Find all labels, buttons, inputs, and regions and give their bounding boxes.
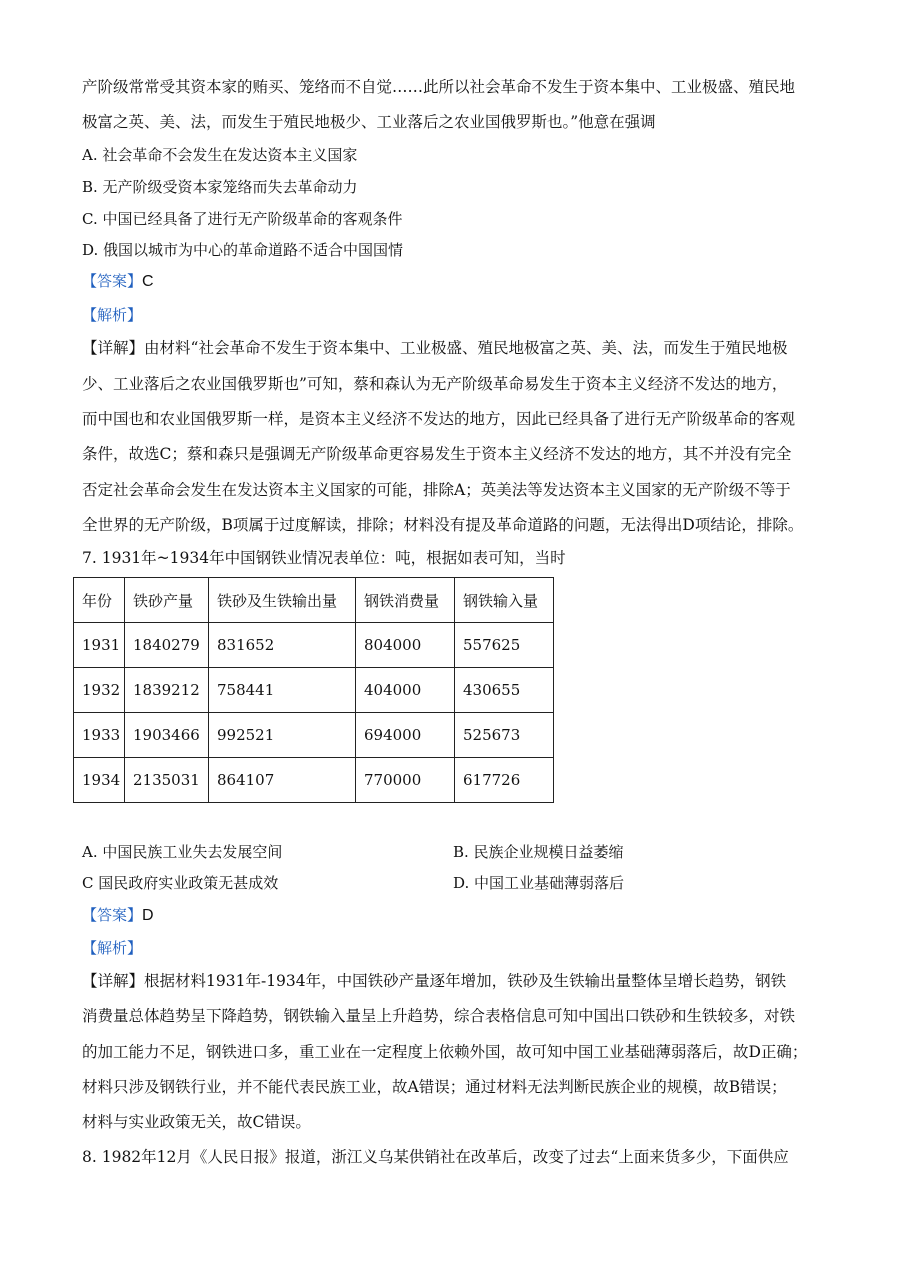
q6-answer-row [82, 271, 154, 292]
q6-option-a: A. 社会革命不会发生在发达资本主义国家 [82, 146, 358, 164]
table-row [74, 623, 554, 668]
q6-stem-line2: 极富之英、美、法，而发生于殖民地极少、工业落后之农业国俄罗斯也。”他意在强调 [82, 113, 656, 131]
q7-analysis-tag [82, 938, 142, 958]
table-header-cell: 铁砂产量 [125, 578, 209, 623]
table-header-row [74, 578, 554, 623]
q6-option-b: B. 无产阶级受资本家笼络而失去革命动力 [82, 178, 358, 196]
q7-detail-text1: 根据材料1931年-1934年，中国铁砂产量逐年增加，铁砂及生铁输出量整体呈增长趋势，钢铁 [144, 972, 787, 990]
q6-detail-text1: 由材料“社会革命不发生于资本集中、工业极盛、殖民地极富之英、美、法，而发生于殖民地极 [144, 339, 788, 357]
q6-analysis-tag [82, 305, 142, 325]
table-cell: 1932 [74, 668, 125, 713]
q6-detail-line3: 而中国也和农业国俄罗斯一样，是资本主义经济不发达的地方，因此已经具备了进行无产阶级革命的客观 [82, 410, 796, 428]
table-cell: 2135031 [125, 758, 209, 803]
table-header-cell: 钢铁输入量 [455, 578, 554, 623]
table-cell: 1933 [74, 713, 125, 758]
q7-answer-tag: 【答案】 [82, 906, 143, 924]
q6-answer-tag: 【答案】 [82, 272, 143, 290]
q7-answer-value: D [142, 907, 154, 924]
q6-detail-line1 [82, 338, 829, 358]
q8-stem: 8. 1982年12月《人民日报》报道，浙江义乌某供销社在改革后，改变了过去“上面来货多少，下面供应 [82, 1148, 789, 1166]
table-cell: 831652 [209, 623, 356, 668]
table-cell: 1839212 [125, 668, 209, 713]
table-row [74, 758, 554, 803]
table-cell: 758441 [209, 668, 356, 713]
q7-stem: 7. 1931年~1934年中国钢铁业情况表单位：吨，根据如表可知，当时 [82, 549, 566, 567]
table-cell: 525673 [455, 713, 554, 758]
table-row [74, 713, 554, 758]
table-cell: 1931 [74, 623, 125, 668]
table-cell: 1934 [74, 758, 125, 803]
q6-analysis-label: 【解析】 [82, 306, 143, 324]
q7-option-a: A. 中国民族工业失去发展空间 [82, 843, 283, 861]
q6-stem-line1: 产阶级常常受其资本家的贿买、笼络而不自觉……此所以社会革命不发生于资本集中、工业极盛、殖民地 [82, 78, 796, 96]
table-header-cell: 钢铁消费量 [356, 578, 455, 623]
q6-detail-line2: 少、工业落后之农业国俄罗斯也”可知，蔡和森认为无产阶级革命易发生于资本主义经济不发达的地方， [82, 375, 788, 393]
table-cell: 430655 [455, 668, 554, 713]
q6-option-c: C. 中国已经具备了进行无产阶级革命的客观条件 [82, 210, 403, 228]
q6-option-d: D. 俄国以城市为中心的革命道路不适合中国国情 [82, 241, 404, 259]
table-cell: 694000 [356, 713, 455, 758]
q6-detail-line5: 否定社会革命会发生在发达资本主义国家的可能，排除A；英美法等发达资本主义国家的无产阶级不等于 [82, 481, 791, 499]
table-row [74, 668, 554, 713]
q7-option-b: B. 民族企业规模日益萎缩 [453, 843, 624, 861]
table-cell: 1840279 [125, 623, 209, 668]
q6-detail-tag: 【详解】 [82, 339, 145, 357]
q6-answer-value: C [142, 273, 154, 290]
q7-answer-row [82, 905, 154, 926]
table-cell: 804000 [356, 623, 455, 668]
table-header-cell: 铁砂及生铁输出量 [209, 578, 356, 623]
q6-detail-line6: 全世界的无产阶级，B项属于过度解读，排除；材料没有提及革命道路的问题，无法得出D项结论，排除。 [82, 516, 804, 534]
q7-detail-line2: 消费量总体趋势呈下降趋势，钢铁输入量呈上升趋势，综合表格信息可知中国出口铁砂和生铁较多，对铁 [82, 1007, 796, 1025]
table-cell: 992521 [209, 713, 356, 758]
q7-detail-line1 [82, 971, 829, 991]
q7-detail-line5: 材料与实业政策无关，故C错误。 [82, 1113, 311, 1131]
table-cell: 864107 [209, 758, 356, 803]
table-header-cell: 年份 [74, 578, 125, 623]
q7-option-d: D. 中国工业基础薄弱落后 [453, 874, 625, 892]
steel-industry-table [73, 577, 554, 803]
q7-detail-line4: 材料只涉及钢铁行业，并不能代表民族工业，故A错误；通过材料无法判断民族企业的规模，故B错误； [82, 1078, 787, 1096]
table-cell: 617726 [455, 758, 554, 803]
q6-detail-line4: 条件，故选C；蔡和森只是强调无产阶级革命更容易发生于资本主义经济不发达的地方，其不并没有完全 [82, 445, 792, 463]
table-cell: 770000 [356, 758, 455, 803]
q7-analysis-label: 【解析】 [82, 939, 143, 957]
q7-detail-tag: 【详解】 [82, 972, 145, 990]
table-cell: 404000 [356, 668, 455, 713]
q7-option-c: C 国民政府实业政策无甚成效 [82, 874, 279, 892]
q7-detail-line3: 的加工能力不足，钢铁进口多，重工业在一定程度上依赖外国，故可知中国工业基础薄弱落后，故D正确； [82, 1043, 808, 1061]
table-cell: 557625 [455, 623, 554, 668]
table-cell: 1903466 [125, 713, 209, 758]
